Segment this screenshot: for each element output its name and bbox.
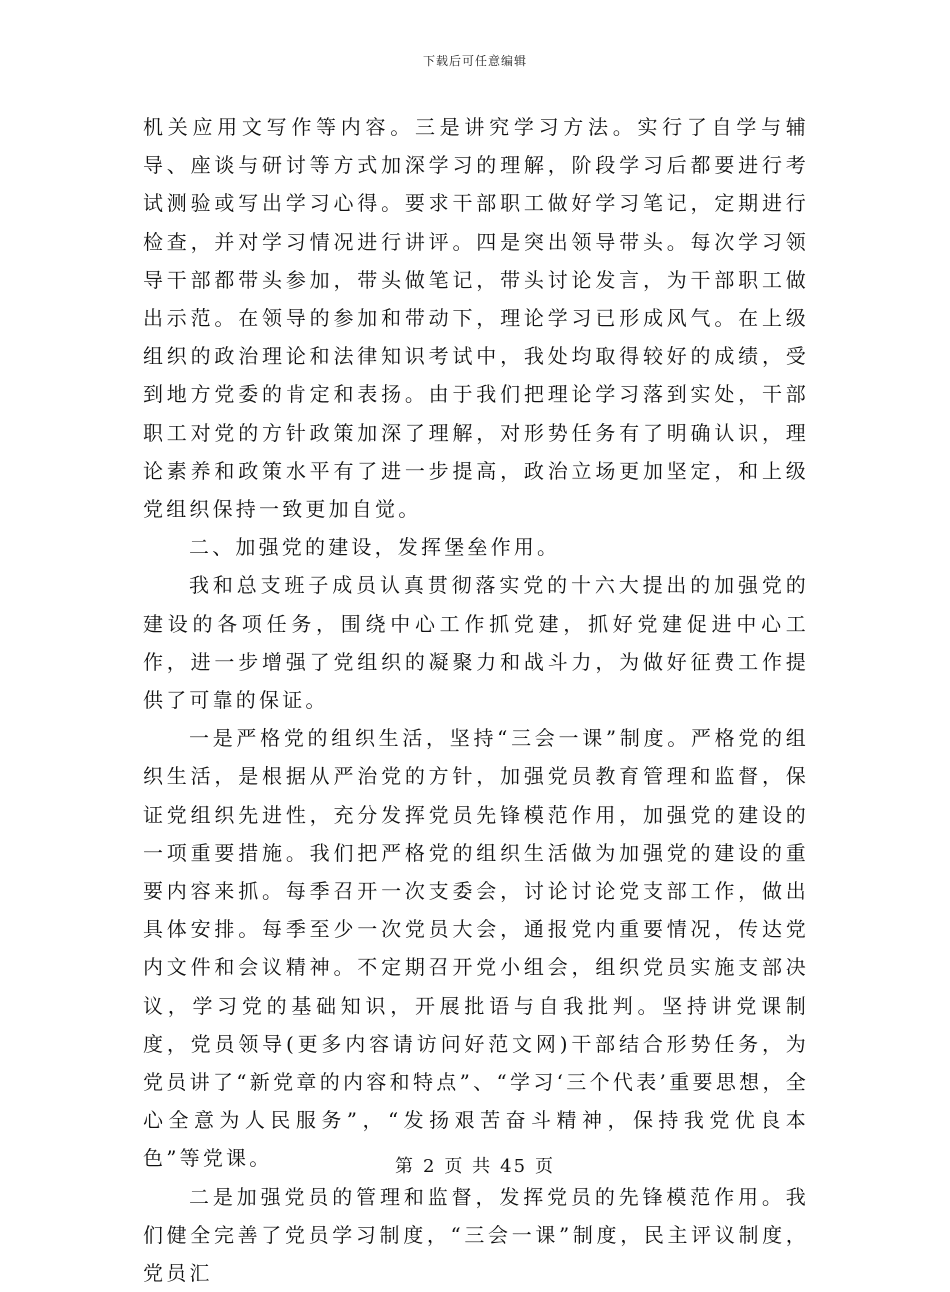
total-pages: 45	[500, 1156, 528, 1177]
body-paragraph-2: 我和总支班子成员认真贯彻落实党的十六大提出的加强党的建设的各项任务，围绕中心工作抓党建，抓好党建促进中心工作，进一步增强了党组织的凝聚力和战斗力，为做好征费工作提供了可靠的保证。	[143, 573, 809, 713]
page-header: 下载后可任意编辑	[422, 54, 527, 68]
document-body	[143, 108, 809, 1292]
page-number: 2	[422, 1156, 437, 1177]
page-label-prefix: 第	[394, 1156, 415, 1177]
body-paragraph-4: 二是加强党员的管理和监督，发挥党员的先锋模范作用。我们健全完善了党员学习制度，“三会一课”制度，民主评议制度，党员汇	[143, 1184, 809, 1286]
page-footer	[0, 1152, 950, 1178]
body-paragraph-1: 机关应用文写作等内容。三是讲究学习方法。实行了自学与辅导、座谈与研讨等方式加深学习的理解，阶段学习后都要进行考试测验或写出学习心得。要求干部职工做好学习笔记，定期进行检查，并对学习情况进行讲评。四是突出领导带头。每次学习领导干部都带头参加，带头做笔记，带头讨论发言，为干部职工做出示范。在领导的参加和带动下，理论学习已形成风气。在上级组织的政治理论和法律知识考试中，我处均取得较好的成绩，受到地方党委的肯定和表扬。由于我们把理论学习落到实处，干部职工对党的方针政策加深了理解，对形势任务有了明确认识，理论素养和政策水平有了进一步提高，政治立场更加坚定，和上级党组织保持一致更加自觉。	[143, 115, 809, 522]
section-heading: 二、加强党的建设，发挥堡垒作用。	[189, 535, 561, 560]
page-label-suffix: 页	[535, 1156, 556, 1177]
page-label-middle: 页 共	[444, 1156, 493, 1177]
body-paragraph-3: 一是严格党的组织生活，坚持“三会一课”制度。严格党的组织生活，是根据从严治党的方针，加强党员教育管理和监督，保证党组织先进性，充分发挥党员先锋模范作用，加强党的建设的一项重要措施。我们把严格党的组织生活做为加强党的建设的重要内容来抓。每季召开一次支委会，讨论讨论党支部工作，做出具体安排。每季至少一次党员大会，通报党内重要情况，传达党内文件和会议精神。不定期召开党小组会，组织党员实施支部决议，学习党的基础知识，开展批语与自我批判。坚持讲党课制度，党员领导(更多内容请访问好范文网)干部结合形势任务，为党员讲了“新党章的内容和特点”、“学习‘三个代表’重要思想，全心全意为人民服务”，“发扬艰苦奋斗精神，保持我党优良本色”等党课。	[143, 726, 809, 1171]
